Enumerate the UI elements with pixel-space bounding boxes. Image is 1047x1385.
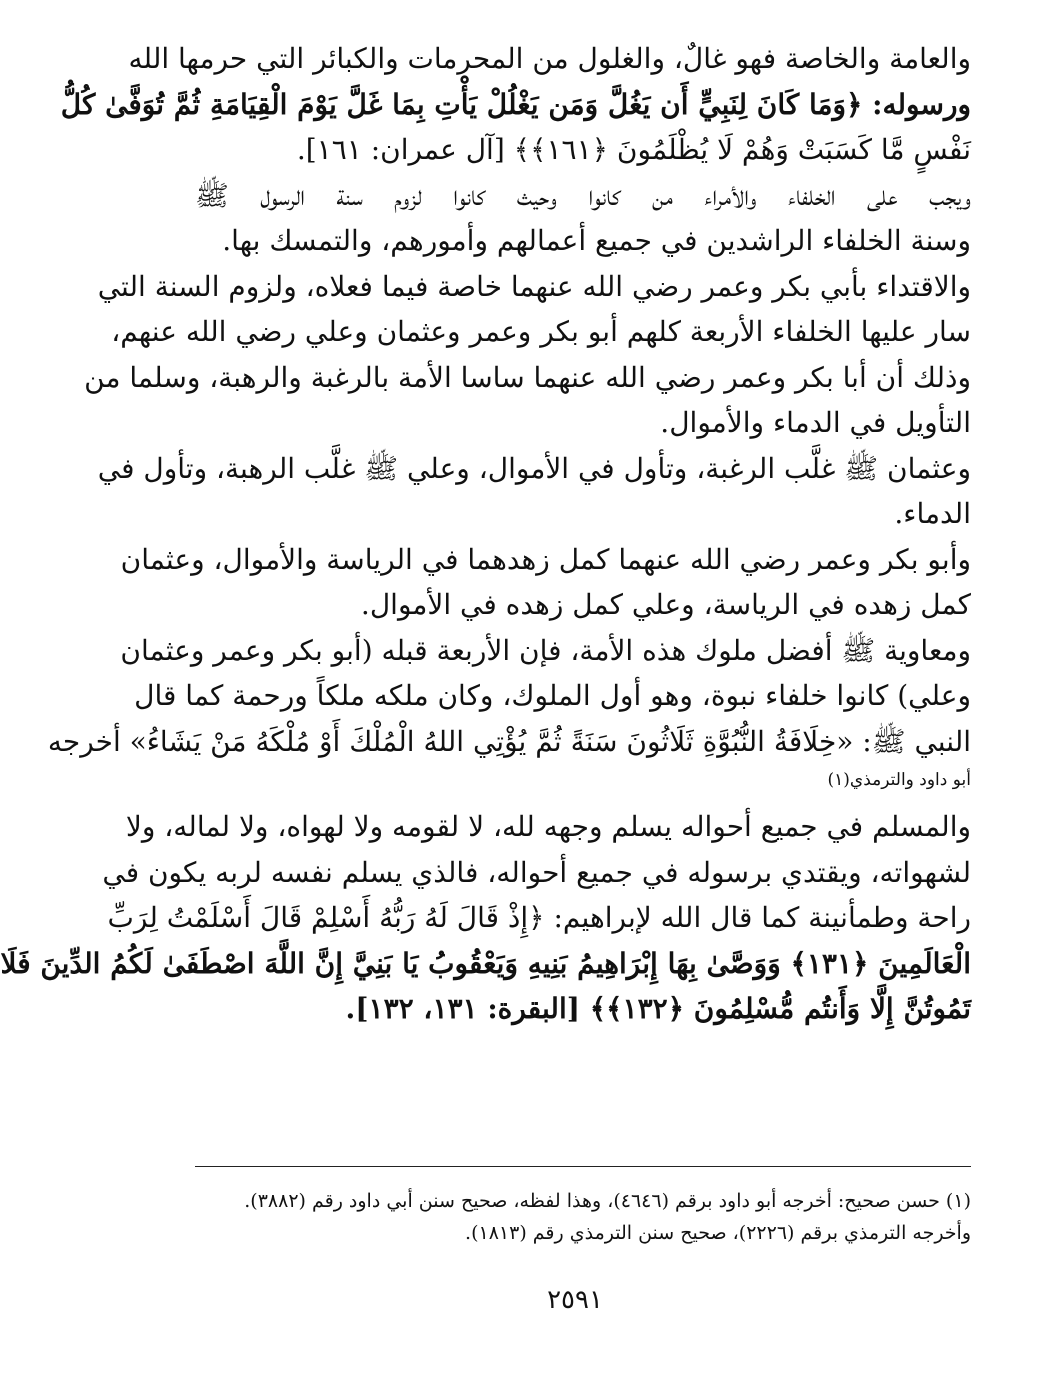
text-line: وعلي) كانوا خلفاء نبوة، وهو أول الملوك، وكان ملكه ملكاً ورحمة كما قال [134, 679, 971, 712]
footnote-line: وأخرجه الترمذي برقم (٢٢٢٦)، صحيح سنن الترمذي رقم (١٨١٣). [465, 1222, 971, 1244]
quran-verse-line: نَفْسٍ مَّا كَسَبَتْ وَهُمْ لَا يُظْلَمُونَ ﴿١٦١﴾﴾ [آل عمران: ١٦١]. [296, 133, 971, 166]
text-line: الدماء. [894, 497, 971, 530]
text-line: وذلك أن أبا بكر وعمر رضي الله عنهما ساسا الأمة بالرغبة والرهبة، وسلما من [84, 360, 971, 394]
quran-verse-line: الْعَالَمِينَ ﴿١٣١﴾ وَوَصَّىٰ بِهَا إِبْرَاهِيمُ بَنِيهِ وَيَعْقُوبُ يَا بَنِيَّ إِنَّ اللَّهَ اصْطَفَىٰ لَكُمُ الدِّينَ فَلَا [0, 946, 971, 980]
text-line: والعامة والخاصة فهو غالٌ، والغلول من المحرمات والكبائر التي حرمها الله [128, 42, 971, 75]
text-line: كمل زهده في الرياسة، وعلي كمل زهده في الأموال. [360, 588, 971, 621]
text-line: والاقتداء بأبي بكر وعمر رضي الله عنهما خاصة فيما فعلاه، ولزوم السنة التي [97, 269, 971, 303]
text-line: سار عليها الخلفاء الأربعة كلهم أبو بكر وعمر وعثمان وعلي رضي الله عنهم، [111, 315, 971, 348]
quran-verse-line: ورسوله: ﴿وَمَا كَانَ لِنَبِيٍّ أَن يَغُلَّ وَمَن يَغْلُلْ يَأْتِ بِمَا غَلَّ يَوْمَ الْقِيَامَةِ ثُمَّ تُوَفَّىٰ كُلُّ [60, 87, 971, 121]
hadith-source: أبو داود والترمذي(١) [827, 770, 971, 790]
footnote-line: (١) حسن صحيح: أخرجه أبو داود برقم (٤٦٤٦)، وهذا لفظه، صحيح سنن أبي داود رقم (٣٨٨٢). [244, 1190, 971, 1212]
footnote-divider [195, 1166, 971, 1167]
footnotes [195, 1185, 971, 1249]
text-line: راحة وطمأنينة كما قال الله لإبراهيم: ﴿إِذْ قَالَ لَهُ رَبُّهُ أَسْلِمْ قَالَ أَسْلَمْتُ لِرَبِّ [107, 901, 971, 934]
text-line: وسنة الخلفاء الراشدين في جميع أعمالهم وأمورهم، والتمسك بها. [222, 224, 971, 257]
main-text [0, 36, 971, 1032]
text-line: التأويل في الدماء والأموال. [660, 406, 971, 439]
text-line: وأبو بكر وعمر رضي الله عنهما كمل زهدهما في الرياسة والأموال، وعثمان [120, 542, 971, 576]
text-line: ويجب على الخلفاء والأمراء من كانوا وحيث كانوا لزوم سنة الرسول ﷺ [195, 178, 971, 212]
page-number: ٢٥٩١ [547, 1285, 603, 1315]
text-line: والمسلم في جميع أحواله يسلم وجهه لله، لا لقومه ولا لهواه، ولا لماله، ولا [125, 810, 971, 843]
text-line: وعثمان ﷺ غلَّب الرغبة، وتأول في الأموال، وعلي ﷺ غلَّب الرهبة، وتأول في [97, 451, 971, 485]
quran-verse-line: تَمُوتُنَّ إِلَّا وَأَنتُم مُّسْلِمُونَ ﴿١٣٢﴾﴾ [البقرة: ١٣١، ١٣٢]. [345, 992, 971, 1025]
text-line: لشهواته، ويقتدي برسوله في جميع أحواله، فالذي يسلم نفسه لربه يكون في [102, 855, 971, 889]
text-line: ومعاوية ﷺ أفضل ملوك هذه الأمة، فإن الأربعة قبله (أبو بكر وعمر وعثمان [120, 633, 971, 667]
hadith-line: النبي ﷺ: «خِلَافَةُ النُّبُوَّةِ ثَلَاثُونَ سَنَةً ثُمَّ يُؤْتِي اللهُ الْمُلْكَ أَوْ مُلْكَهُ مَنْ يَشَاءُ» أخرجه [47, 724, 971, 758]
